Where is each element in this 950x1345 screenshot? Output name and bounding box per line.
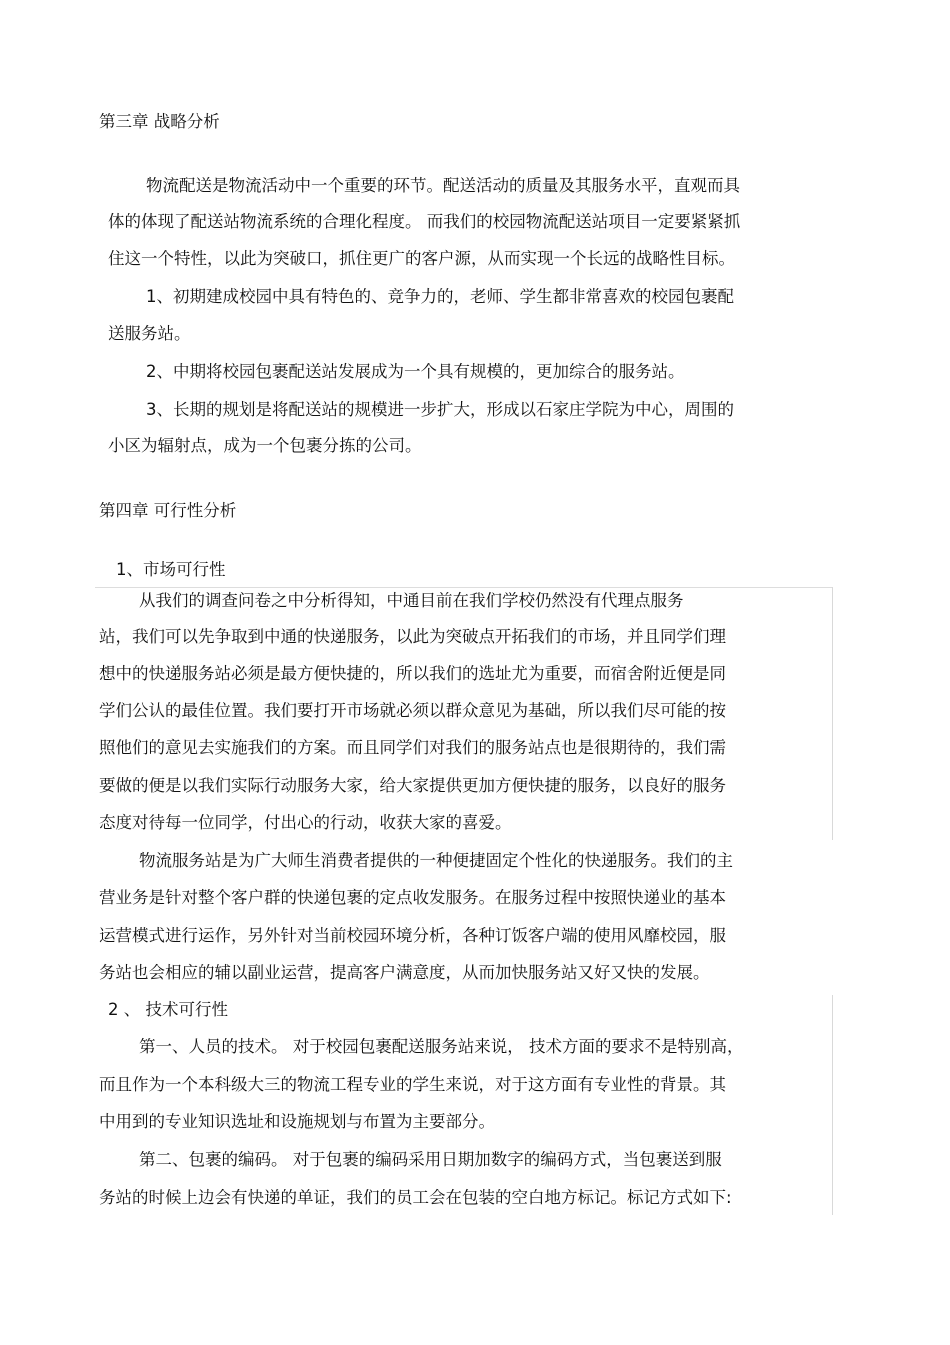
ch3-goal3-line-2: 小区为辐射点，成为一个包裹分拣的公司。	[108, 436, 422, 455]
tech-p2-line-2: 务站的时候上边会有快递的单证，我们的员工会在包装的空白地方标记。标记方式如下:	[99, 1188, 732, 1207]
market-p2-line-4: 务站也会相应的辅以副业运营，提高客户满意度，从而加快服务站又好又快的发展。	[99, 963, 710, 982]
chapter4-heading: 第四章 可行性分析	[99, 501, 237, 520]
table-right-rule-2	[832, 995, 833, 1215]
market-p1-line-6: 要做的便是以我们实际行动服务大家，给大家提供更加方便快捷的服务，以良好的服务	[99, 776, 726, 795]
tech-p2-line-1: 第二、包裹的编码。 对于包裹的编码采用日期加数字的编码方式，当包裹送到服	[139, 1150, 722, 1169]
tech-heading: 2 、 技术可行性	[108, 1000, 228, 1019]
market-p1-line-4: 学们公认的最佳位置。我们要打开市场就必须以群众意见为基础，所以我们尽可能的按	[99, 701, 726, 720]
ch3-goal2-line-1: 2、中期将校园包裹配送站发展成为一个具有规模的，更加综合的服务站。	[146, 362, 685, 381]
ch3-goal3-line-1: 3、长期的规划是将配送站的规模进一步扩大，形成以石家庄学院为中心，周围的	[146, 400, 734, 419]
ch3-goal1-line-1: 1、初期建成校园中具有特色的、竞争力的，老师、学生都非常喜欢的校园包裹配	[146, 287, 734, 306]
table-top-rule	[95, 587, 833, 588]
ch3-intro-line-3: 住这一个特性，以此为突破口，抓住更广的客户源，从而实现一个长远的战略性目标。	[108, 249, 735, 268]
market-p1-line-3: 想中的快递服务站必须是最方便快捷的，所以我们的选址尤为重要，而宿舍附近便是同	[99, 664, 726, 683]
market-p2-line-3: 运营模式进行运作，另外针对当前校园环境分析，各种订饭客户端的使用风靡校园，服	[99, 926, 726, 945]
market-p1-line-1: 从我们的调查问卷之中分析得知，中通目前在我们学校仍然没有代理点服务	[139, 591, 684, 610]
ch3-goal1-line-2: 送服务站。	[108, 324, 191, 343]
market-p1-line-7: 态度对待每一位同学，付出心的行动，收获大家的喜爱。	[99, 813, 512, 832]
market-p2-line-2: 营业务是针对整个客户群的快递包裹的定点收发服务。在服务过程中按照快递业的基本	[99, 888, 726, 907]
market-heading: 1、市场可行性	[116, 560, 226, 579]
ch3-intro-line-2: 体的体现了配送站物流系统的合理化程度。 而我们的校园物流配送站项目一定要紧紧抓	[108, 212, 741, 231]
market-p1-line-2: 站，我们可以先争取到中通的快递服务，以此为突破点开拓我们的市场，并且同学们理	[99, 627, 726, 646]
ch3-intro-line-1: 物流配送是物流活动中一个重要的环节。配送活动的质量及其服务水平，直观而具	[146, 176, 740, 195]
tech-p1-line-2: 而且作为一个本科级大三的物流工程专业的学生来说，对于这方面有专业性的背景。其	[99, 1075, 726, 1094]
market-p2-line-1: 物流服务站是为广大师生消费者提供的一种便捷固定个性化的快递服务。我们的主	[139, 851, 733, 870]
tech-p1-line-3: 中用到的专业知识选址和设施规划与布置为主要部分。	[99, 1112, 495, 1131]
chapter3-heading: 第三章 战略分析	[99, 112, 220, 131]
tech-p1-line-1: 第一、人员的技术。 对于校园包裹配送服务站来说， 技术方面的要求不是特别高，	[139, 1037, 744, 1056]
table-right-rule-1	[832, 587, 833, 840]
market-p1-line-5: 照他们的意见去实施我们的方案。而且同学们对我们的服务站点也是很期待的，我们需	[99, 738, 726, 757]
